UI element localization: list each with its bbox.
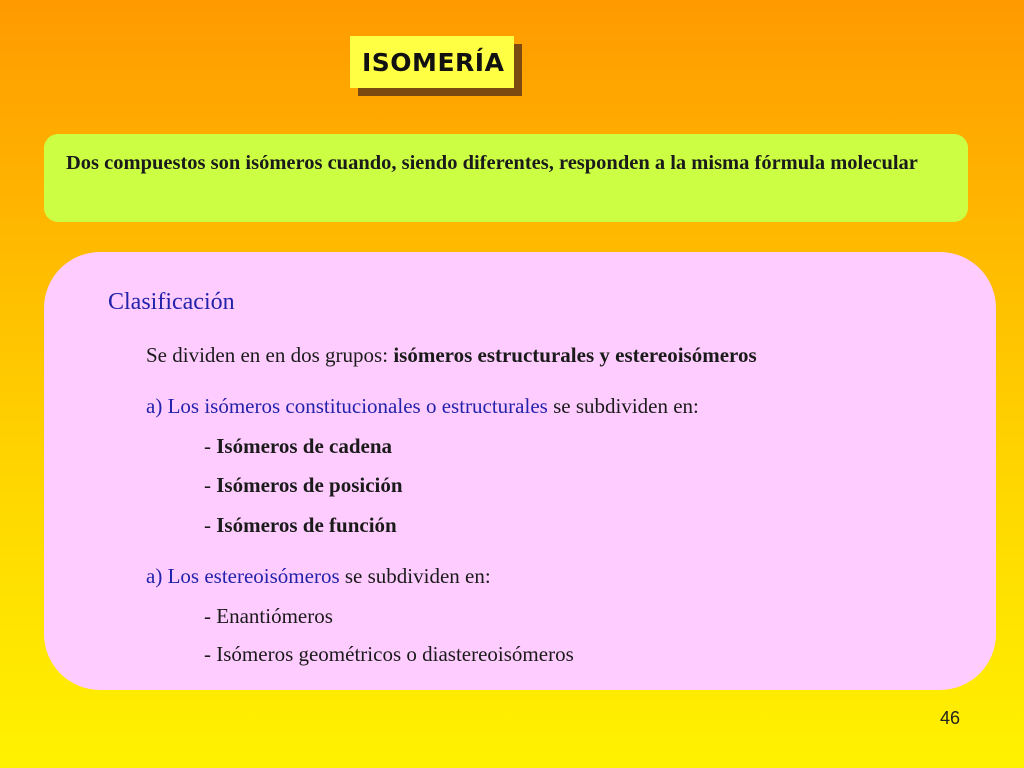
list-item-label: Isómeros de posición bbox=[216, 473, 403, 497]
list-item bbox=[204, 642, 574, 667]
slide-title: ISOMERÍA bbox=[362, 47, 505, 77]
list-item bbox=[204, 473, 403, 498]
bullet: - bbox=[204, 642, 217, 666]
bullet: - bbox=[204, 513, 217, 537]
stereo-suffix: se subdividen en: bbox=[339, 564, 491, 588]
classification-intro bbox=[146, 343, 757, 368]
list-item bbox=[204, 604, 333, 629]
list-item-label: Isómeros de cadena bbox=[216, 434, 393, 458]
page-number: 46 bbox=[940, 708, 961, 728]
list-item bbox=[204, 434, 392, 459]
definition-text: Dos compuestos son isómeros cuando, siendo diferentes, responden a la misma fórmula molecular bbox=[66, 152, 918, 174]
structural-suffix: se subdividen en: bbox=[547, 394, 699, 418]
classification-box bbox=[44, 252, 996, 690]
stereo-highlight: Los estereoisómeros bbox=[167, 564, 340, 588]
structural-heading bbox=[146, 394, 699, 419]
intro-prefix: Se dividen en en dos grupos: bbox=[146, 343, 394, 367]
list-item bbox=[204, 513, 397, 538]
title-box bbox=[350, 36, 514, 88]
definition-box bbox=[44, 134, 968, 222]
bullet: - bbox=[204, 434, 217, 458]
classification-heading: Clasificación bbox=[108, 289, 235, 315]
bullet: - bbox=[204, 473, 217, 497]
structural-highlight: Los isómeros constitucionales o estructurales bbox=[167, 394, 548, 418]
list-item-label: Isómeros geométricos o diastereoisómeros bbox=[216, 642, 574, 666]
intro-groups: isómeros estructurales y estereoisómeros bbox=[393, 343, 757, 367]
bullet: - bbox=[204, 604, 217, 628]
structural-prefix: a) bbox=[146, 394, 168, 418]
list-item-label: Isómeros de función bbox=[216, 513, 397, 537]
list-item-label: Enantiómeros bbox=[216, 604, 333, 628]
stereo-prefix: a) bbox=[146, 564, 168, 588]
stereo-heading bbox=[146, 564, 491, 589]
